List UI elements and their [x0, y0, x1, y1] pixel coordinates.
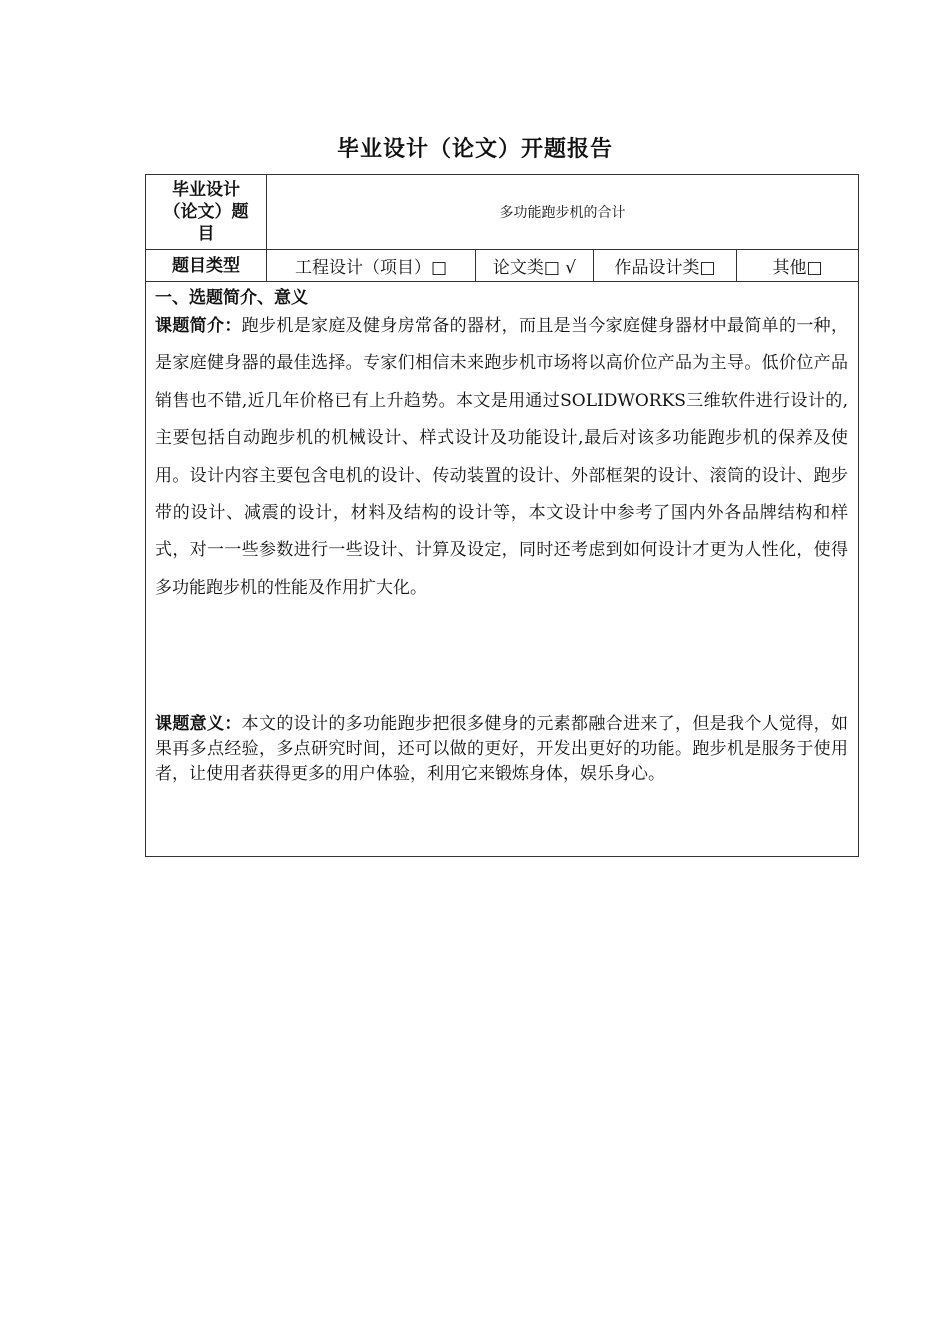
document-title: 毕业设计（论文）开题报告: [336, 137, 613, 162]
type-option-other: 其他□: [737, 250, 859, 282]
type-option-work-design: 作品设计类□: [594, 250, 737, 282]
meaning-text: 本文的设计的多功能跑步把很多健身的元素都融合进来了，但是我个人觉得，如果再多点经验，多点研究时间，还可以做的更好，开发出更好的功能。跑步机是服务于使用者，让使用者获得更多的用户体验，利用它来锻炼身体，娱乐身心。: [155, 714, 849, 785]
meaning-label: 课题意义：: [155, 714, 242, 735]
intro-label: 课题简介：: [155, 316, 242, 336]
type-label: 题目类型: [146, 250, 267, 282]
intro-paragraph: [155, 308, 848, 607]
intro-text: 跑步机是家庭及健身房常备的器材，而且是当今家庭健身器材中最简单的一种，是家庭健身器的最佳选择。专家们相信未来跑步机市场将以高价位产品为主导。低价位产品销售也不错,近几年价格已有上升趋势。本文是用通过SOLIDWORKS三维软件进行设计的,主要包括自动跑步机的机械设计、样式设计及功能设计,最后对该多功能跑步机的保养及使用。设计内容主要包含电机的设计、传动装置的设计、外部框架的设计、滚筒的设计、跑步带的设计、减震的设计，材料及结构的设计等，本文设计中参考了国内外各品牌结构和样式，对一一些参数进行一些设计、计算及设定，同时还考虑到如何设计才更为人性化，使得多功能跑步机的性能及作用扩大化。: [155, 316, 849, 598]
topic-label: 毕业设计（论文）题目: [146, 175, 267, 250]
type-option-thesis: 论文类□ √: [476, 250, 594, 282]
section-heading: 一、选题简介、意义: [155, 288, 308, 308]
type-row: [146, 250, 859, 282]
section-content: [146, 282, 859, 857]
type-option-engineering: 工程设计（项目）□: [267, 250, 476, 282]
proposal-form-table: [145, 174, 859, 857]
topic-value: 多功能跑步机的合计: [267, 175, 859, 250]
meaning-paragraph: [155, 712, 848, 787]
topic-row: [146, 175, 859, 250]
content-row: [146, 282, 859, 857]
